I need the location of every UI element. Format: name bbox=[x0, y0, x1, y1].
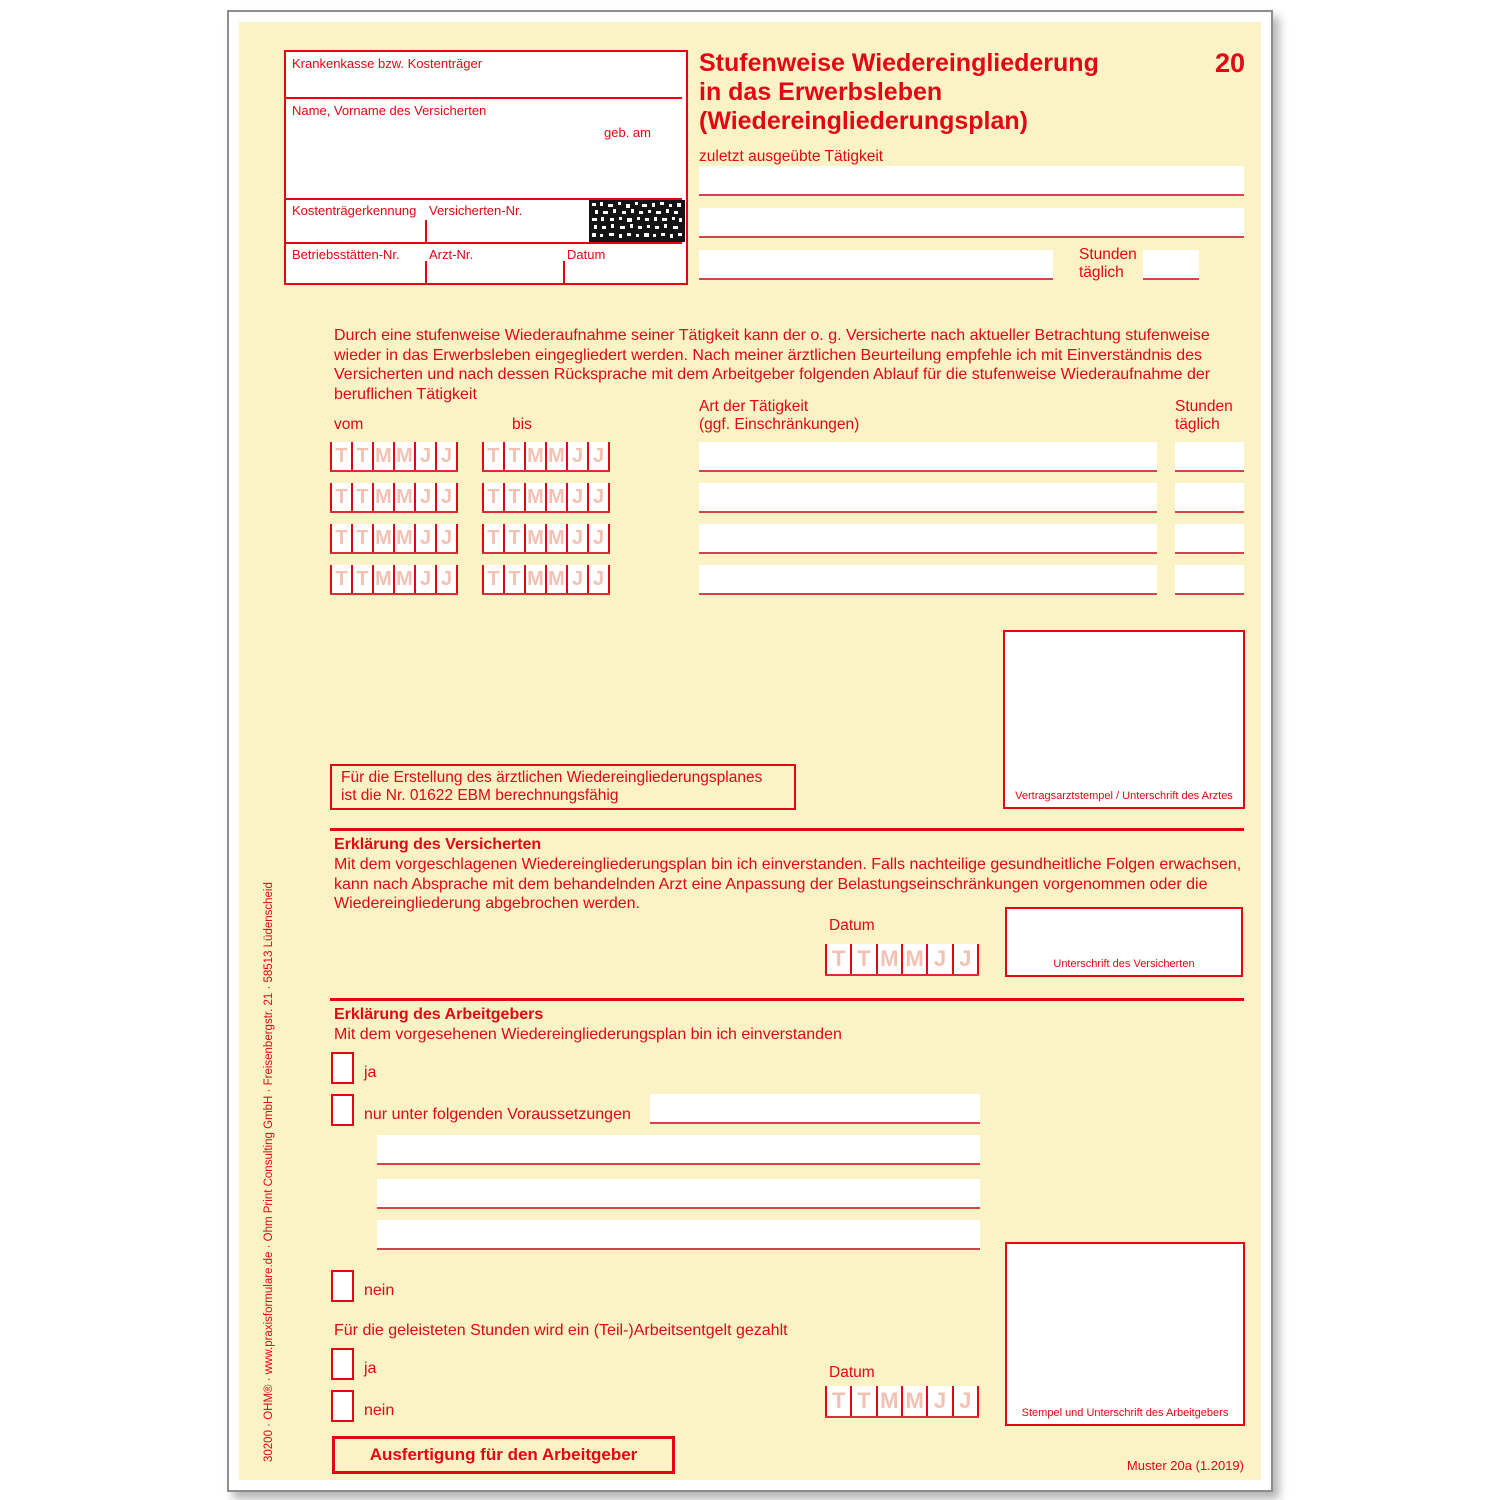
muster-footer-note: Muster 20a (1.2019) bbox=[1126, 1458, 1244, 1473]
bis-date-row1 bbox=[482, 442, 610, 472]
date-cell[interactable]: T bbox=[330, 483, 351, 511]
date-cell[interactable]: M bbox=[372, 565, 393, 593]
insurance-header-box bbox=[284, 50, 688, 285]
wage-question: Für die geleisteten Stunden wird ein (Teil-)Arbeitsentgelt gezahlt bbox=[334, 1322, 788, 1339]
bis-date-row2 bbox=[482, 483, 610, 513]
date-cell[interactable]: J bbox=[926, 1386, 951, 1416]
date-cell[interactable]: J bbox=[587, 524, 610, 552]
date-cell[interactable]: T bbox=[503, 524, 524, 552]
insured-signature-label: Unterschrift des Versicherten bbox=[1053, 958, 1195, 970]
date-cell[interactable]: J bbox=[435, 442, 458, 470]
date-cell[interactable]: T bbox=[351, 483, 372, 511]
art-field-row3[interactable] bbox=[699, 524, 1157, 554]
insured-text-line1: Mit dem vorgeschlagenen Wiedereingliederungsplan bin ich einverstanden. Falls nachteilige gesundheitliche Folgen erwachsen, bbox=[334, 856, 1242, 873]
taeglich-word: täglich bbox=[1079, 264, 1124, 281]
date-cell[interactable]: M bbox=[524, 483, 545, 511]
date-cell[interactable]: M bbox=[524, 442, 545, 470]
date-cell[interactable]: M bbox=[545, 524, 566, 552]
stunden-header bbox=[1175, 398, 1233, 434]
ebm-note-text bbox=[341, 769, 762, 804]
wage-ja-label: ja bbox=[364, 1360, 377, 1377]
kostentraegerkennung-field[interactable] bbox=[286, 200, 586, 240]
date-cell[interactable]: J bbox=[414, 483, 435, 511]
doctor-stamp-box[interactable] bbox=[1003, 630, 1245, 809]
employer-declaration-intro: Mit dem vorgesehenen Wiedereingliederungsplan bin ich einverstanden bbox=[334, 1026, 842, 1043]
employer-nein-label: nein bbox=[364, 1282, 395, 1299]
kasse-label: Krankenkasse bzw. Kostenträger bbox=[292, 56, 483, 71]
paper-yellow-area bbox=[239, 22, 1261, 1480]
insured-declaration-text bbox=[334, 855, 1241, 914]
date-cell[interactable]: M bbox=[901, 944, 926, 974]
bis-header: bis bbox=[512, 416, 532, 433]
taetigkeit-field-2[interactable] bbox=[699, 208, 1244, 238]
intro-line-4: beruflichen Tätigkeit bbox=[334, 385, 477, 403]
date-cell[interactable]: T bbox=[351, 442, 372, 470]
art-line2: (ggf. Einschränkungen) bbox=[699, 416, 860, 433]
date-cell[interactable]: J bbox=[587, 565, 610, 593]
date-cell[interactable]: T bbox=[850, 1386, 875, 1416]
datum-label: Datum bbox=[567, 247, 606, 262]
conditional-field-4[interactable] bbox=[377, 1220, 980, 1250]
betriebsstaetten-field[interactable] bbox=[286, 244, 682, 283]
employer-declaration-heading: Erklärung des Arbeitgebers bbox=[334, 1006, 544, 1023]
printer-imprint: 30200 · OHM® · www.praxisformulare.de · Ohm Print Consulting GmbH · Freisenbergstr. 21 · 58513 Lüdenscheid bbox=[263, 882, 275, 1462]
employer-ja-checkbox[interactable] bbox=[331, 1052, 354, 1084]
date-cell[interactable]: M bbox=[372, 524, 393, 552]
date-cell[interactable]: T bbox=[482, 483, 503, 511]
form-title-line3: (Wiedereingliederungsplan) bbox=[699, 107, 1028, 135]
date-cell[interactable]: M bbox=[876, 944, 901, 974]
date-cell[interactable]: J bbox=[926, 944, 951, 974]
form-title-line1: Stufenweise Wiedereingliederung bbox=[699, 49, 1099, 77]
date-cell[interactable]: T bbox=[825, 1386, 850, 1416]
stunden-word: Stunden bbox=[1079, 246, 1137, 263]
betriebsstaetten-nr-label: Betriebsstätten-Nr. bbox=[292, 247, 400, 262]
date-cell[interactable]: T bbox=[482, 565, 503, 593]
stunden-line2: täglich bbox=[1175, 416, 1220, 433]
date-cell[interactable]: J bbox=[435, 524, 458, 552]
date-cell[interactable]: J bbox=[435, 483, 458, 511]
vom-date-row3 bbox=[330, 524, 458, 554]
arzt-nr-label: Arzt-Nr. bbox=[429, 247, 474, 262]
art-line1: Art der Tätigkeit bbox=[699, 398, 809, 415]
date-cell[interactable]: J bbox=[587, 483, 610, 511]
name-field[interactable] bbox=[286, 99, 682, 196]
art-der-taetigkeit-header bbox=[699, 398, 859, 434]
date-cell[interactable]: T bbox=[330, 565, 351, 593]
date-cell[interactable]: J bbox=[566, 442, 587, 470]
stunden-field-row2[interactable] bbox=[1175, 483, 1244, 513]
kostentraegerkennung-label: Kostenträgerkennung bbox=[292, 203, 417, 218]
date-cell[interactable]: M bbox=[901, 1386, 926, 1416]
date-cell[interactable]: M bbox=[876, 1386, 901, 1416]
section-divider bbox=[330, 998, 1244, 1001]
date-cell[interactable]: T bbox=[351, 524, 372, 552]
taetigkeit-field-1[interactable] bbox=[699, 166, 1244, 196]
date-cell[interactable]: J bbox=[414, 565, 435, 593]
conditional-field-1[interactable] bbox=[650, 1094, 980, 1124]
vom-date-row4 bbox=[330, 565, 458, 595]
date-cell[interactable]: T bbox=[850, 944, 875, 974]
stunden-field-row4[interactable] bbox=[1175, 565, 1244, 595]
insured-datum-label: Datum bbox=[829, 917, 875, 934]
stunden-field-row1[interactable] bbox=[1175, 442, 1244, 472]
bis-date-row4 bbox=[482, 565, 610, 595]
form-page bbox=[227, 10, 1273, 1492]
vom-date-row2 bbox=[330, 483, 458, 513]
date-cell[interactable]: M bbox=[545, 483, 566, 511]
insured-text-line3: Wiedereingliederung abgebrochen werden. bbox=[334, 895, 640, 912]
insured-date-group bbox=[825, 944, 979, 976]
barcode-image bbox=[589, 200, 685, 242]
employer-nein-checkbox[interactable] bbox=[331, 1270, 354, 1302]
date-cell[interactable]: T bbox=[503, 483, 524, 511]
employer-stamp-box[interactable] bbox=[1005, 1242, 1245, 1426]
date-cell[interactable]: M bbox=[545, 442, 566, 470]
date-cell[interactable]: M bbox=[393, 442, 414, 470]
date-cell[interactable]: J bbox=[414, 524, 435, 552]
wage-ja-checkbox[interactable] bbox=[331, 1348, 354, 1380]
date-cell[interactable]: M bbox=[524, 524, 545, 552]
employer-stamp-label: Stempel und Unterschrift des Arbeitgebers bbox=[1021, 1407, 1229, 1419]
date-cell[interactable]: T bbox=[503, 442, 524, 470]
employer-ja-label: ja bbox=[364, 1064, 377, 1081]
stunden-taeglich-field[interactable] bbox=[1143, 250, 1199, 280]
date-cell[interactable]: T bbox=[330, 442, 351, 470]
date-cell[interactable]: T bbox=[482, 524, 503, 552]
date-cell[interactable]: J bbox=[566, 565, 587, 593]
intro-line-2: wieder in das Erwerbsleben eingegliedert werden. Nach meiner ärztlichen Beurteilung empfehle ich mit Einverständnis des bbox=[334, 346, 1203, 364]
employer-conditional-checkbox[interactable] bbox=[331, 1094, 354, 1126]
employer-date-group bbox=[825, 1386, 979, 1418]
date-cell[interactable]: J bbox=[566, 524, 587, 552]
insured-declaration-heading: Erklärung des Versicherten bbox=[334, 836, 542, 853]
vom-header: vom bbox=[334, 416, 364, 433]
taetigkeit-field-3[interactable] bbox=[699, 250, 1053, 280]
intro-paragraph bbox=[334, 326, 1210, 404]
versicherten-nr-label: Versicherten-Nr. bbox=[429, 203, 523, 218]
date-cell[interactable]: M bbox=[393, 524, 414, 552]
copy-designation-box: Ausfertigung für den Arbeitgeber bbox=[332, 1436, 675, 1474]
zuletzt-taetigkeit-label: zuletzt ausgeübte Tätigkeit bbox=[699, 148, 884, 165]
art-field-row1[interactable] bbox=[699, 442, 1157, 472]
date-cell[interactable]: T bbox=[825, 944, 850, 974]
date-cell[interactable]: M bbox=[393, 565, 414, 593]
date-cell[interactable]: J bbox=[414, 442, 435, 470]
form-number: 20 bbox=[1214, 48, 1245, 78]
date-cell[interactable]: M bbox=[393, 483, 414, 511]
date-cell[interactable]: T bbox=[503, 565, 524, 593]
intro-line-3: Versicherten und nach dessen Rücksprache mit dem Arbeitgeber folgenden Ablauf für die stufenweise Wiederaufnahme der bbox=[334, 366, 1211, 383]
wage-nein-label: nein bbox=[364, 1402, 395, 1419]
insured-signature-box[interactable] bbox=[1005, 907, 1243, 977]
date-cell[interactable]: M bbox=[524, 565, 545, 593]
section-divider bbox=[330, 828, 1244, 831]
geb-am-label: geb. am bbox=[604, 125, 651, 140]
employer-conditional-label: nur unter folgenden Voraussetzungen bbox=[364, 1106, 631, 1123]
date-cell[interactable]: J bbox=[435, 565, 458, 593]
stunden-taeglich-label bbox=[1079, 246, 1137, 282]
date-cell[interactable]: T bbox=[351, 565, 372, 593]
art-field-row4[interactable] bbox=[699, 565, 1157, 595]
date-cell[interactable]: J bbox=[952, 944, 979, 974]
ebm-line2: ist die Nr. 01622 EBM berechnungsfähig bbox=[341, 786, 619, 804]
wage-nein-checkbox[interactable] bbox=[331, 1390, 354, 1422]
date-cell[interactable]: J bbox=[587, 442, 610, 470]
vom-date-row1 bbox=[330, 442, 458, 472]
date-cell[interactable]: M bbox=[372, 442, 393, 470]
stunden-line1: Stunden bbox=[1175, 398, 1233, 415]
insured-text-line2: kann nach Absprache mit dem behandelnden Arzt eine Anpassung der Belastungseinschränkungen vorgenommen oder die bbox=[334, 875, 1208, 893]
date-cell[interactable]: M bbox=[545, 565, 566, 593]
ebm-note-box bbox=[330, 764, 796, 810]
doctor-stamp-label: Vertragsarztstempel / Unterschrift des Arztes bbox=[1015, 790, 1233, 802]
art-field-row2[interactable] bbox=[699, 483, 1157, 513]
date-cell[interactable]: T bbox=[482, 442, 503, 470]
employer-datum-label: Datum bbox=[829, 1364, 875, 1381]
date-cell[interactable]: T bbox=[330, 524, 351, 552]
bis-date-row3 bbox=[482, 524, 610, 554]
krankenkasse-field[interactable] bbox=[286, 52, 682, 95]
conditional-field-2[interactable] bbox=[377, 1135, 980, 1165]
conditional-field-3[interactable] bbox=[377, 1179, 980, 1209]
intro-line-1: Durch eine stufenweise Wiederaufnahme seiner Tätigkeit kann der o. g. Versicherte nach aktueller Betrachtung stufenweise bbox=[334, 327, 1210, 344]
date-cell[interactable]: J bbox=[952, 1386, 979, 1416]
date-cell[interactable]: J bbox=[566, 483, 587, 511]
ebm-line1: Für die Erstellung des ärztlichen Wiedereingliederungsplanes bbox=[341, 769, 763, 786]
date-cell[interactable]: M bbox=[372, 483, 393, 511]
stunden-field-row3[interactable] bbox=[1175, 524, 1244, 554]
name-label: Name, Vorname des Versicherten bbox=[292, 103, 487, 118]
form-title-line2: in das Erwerbsleben bbox=[699, 78, 943, 106]
